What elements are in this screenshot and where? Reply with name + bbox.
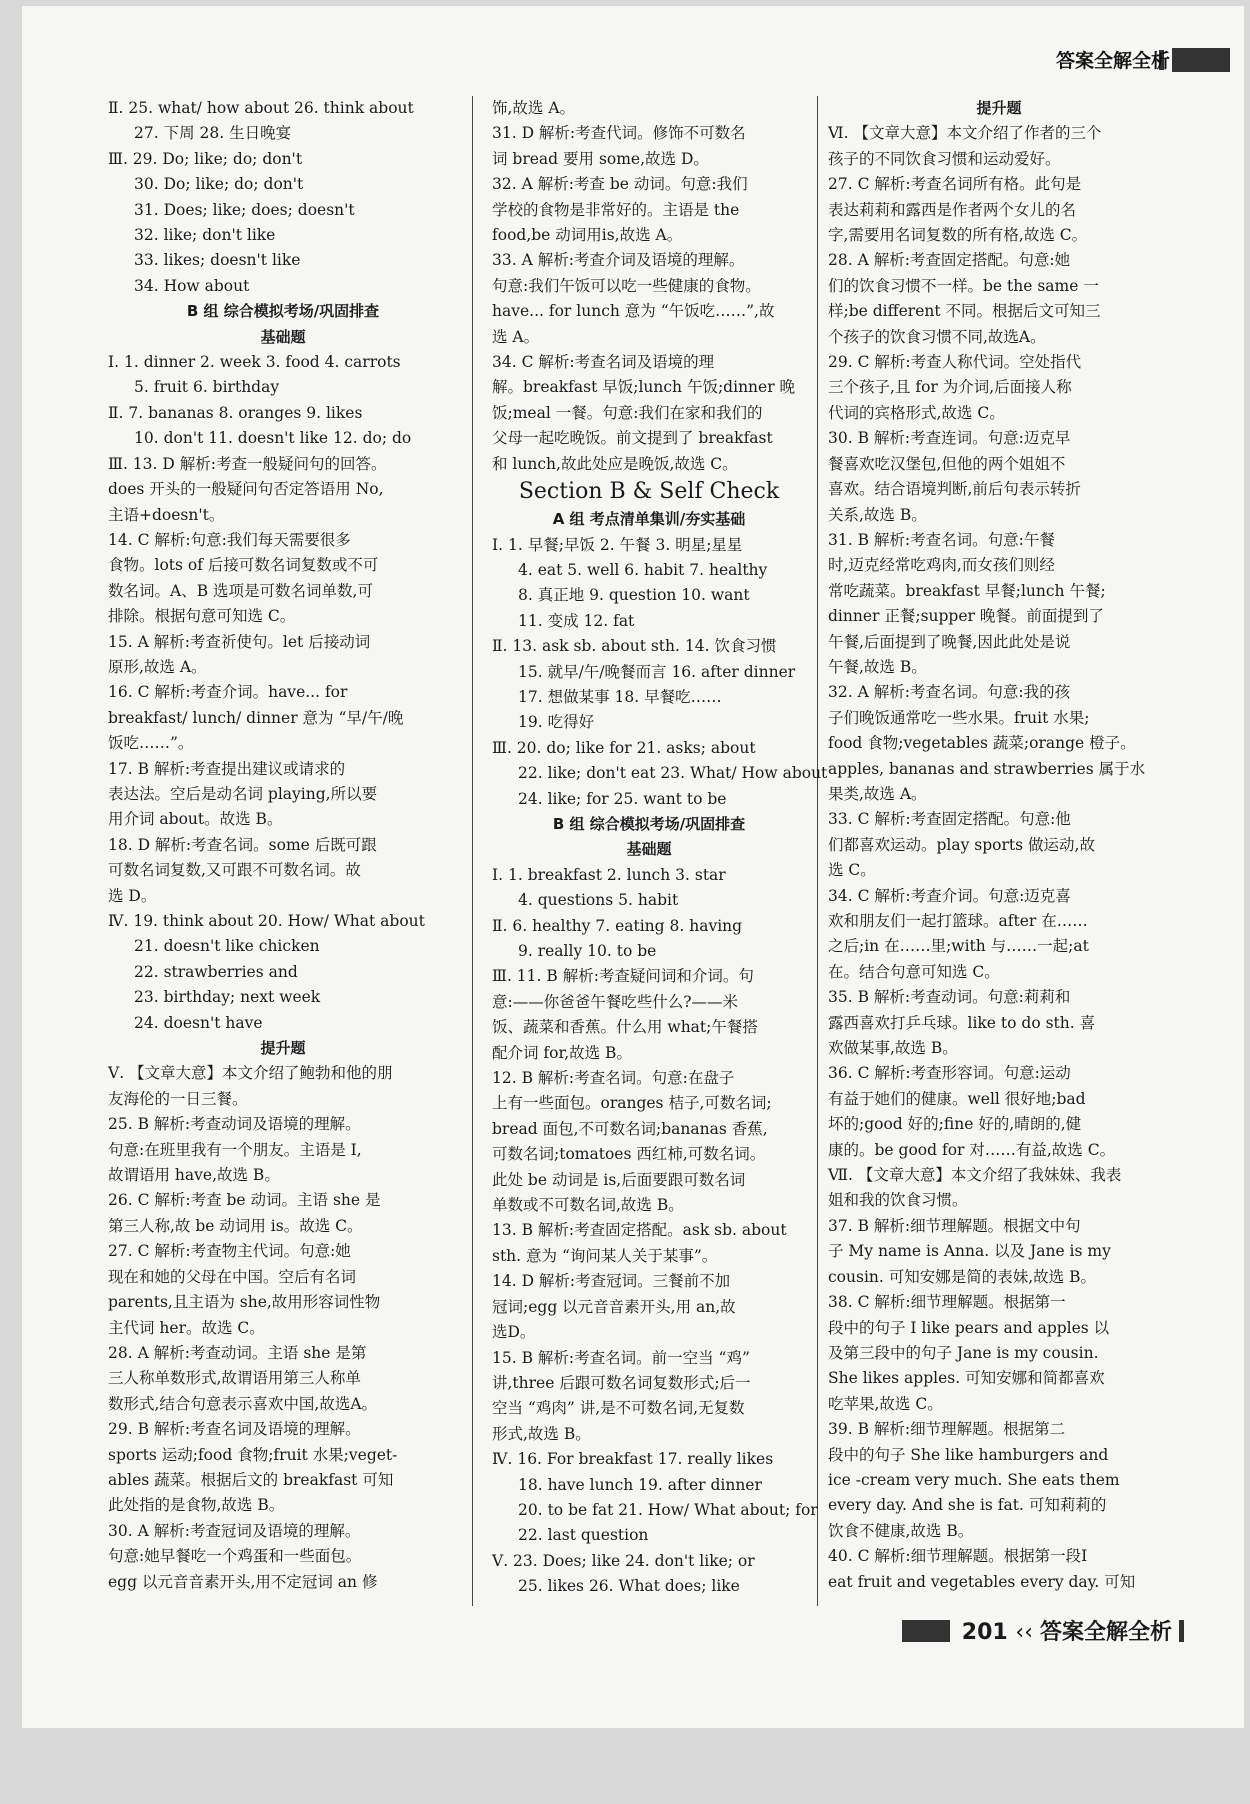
answer-line: 39. B 解析:细节理解题。根据第二 [828, 1420, 1066, 1439]
answer-line: 子 My name is Anna. 以及 Jane is my [828, 1242, 1111, 1261]
answer-line: Ⅴ. 【文章大意】本文介绍了鲍勃和他的朋 [108, 1064, 393, 1083]
answer-line: 故谓语用 have,故选 B。 [108, 1166, 280, 1185]
answer-line: Ⅲ. 13. D 解析:考查一般疑问句的回答。 [108, 454, 387, 473]
column-divider [817, 96, 818, 1606]
answer-line: 15. A 解析:考查祈使句。let 后接动词 [108, 632, 371, 651]
answer-line: 32. A 解析:考查名词。句意:我的孩 [828, 683, 1071, 702]
answer-line: 代词的宾格形式,故选 C。 [828, 403, 1005, 422]
answer-line: Ⅴ. 23. Does; like 24. don't like; or [492, 1551, 755, 1570]
answer-line: 句意:她早餐吃一个鸡蛋和一些面包。 [108, 1547, 362, 1566]
answer-line: food 食物;vegetables 蔬菜;orange 橙子。 [828, 734, 1136, 753]
answer-line: 32. A 解析:考查 be 动词。句意:我们 [492, 175, 748, 194]
answer-line: 数形式,结合句意表示喜欢中国,故选A。 [108, 1394, 378, 1413]
answer-line: 空当 “鸡肉” 讲,是不可数名词,无复数 [492, 1399, 745, 1418]
answer-line: 34. How about [134, 276, 250, 295]
answer-line: dinner 正餐;supper 晚餐。前面提到了 [828, 607, 1104, 626]
answer-line: 排除。根据句意可知选 C。 [108, 607, 296, 626]
answer-line: Ⅰ. 1. breakfast 2. lunch 3. star [492, 865, 726, 884]
answer-line: 之后;in 在……里;with 与……一起;at [828, 937, 1089, 956]
answer-line: 坏的;good 好的;fine 好的,晴朗的,健 [828, 1115, 1082, 1134]
answer-line: 26. C 解析:考查 be 动词。主语 she 是 [108, 1191, 381, 1210]
answer-line: Ⅱ. 13. ask sb. about sth. 14. 饮食习惯 [492, 637, 777, 656]
answer-line: 38. C 解析:细节理解题。根据第一 [828, 1293, 1066, 1312]
answer-line: 表达莉莉和露西是作者两个女儿的名 [828, 200, 1077, 219]
answer-line: 36. C 解析:考查形容词。句意:运动 [828, 1064, 1071, 1083]
answer-line: ice -cream very much. She eats them [828, 1470, 1120, 1489]
answer-line: 关系,故选 B。 [828, 505, 927, 524]
answer-line: 父母一起吃晚饭。前文提到了 breakfast [492, 429, 773, 448]
section-title: Section B & Self Check [518, 479, 780, 505]
answer-line: does 开头的一般疑问句否定答语用 No, [108, 480, 384, 499]
answer-line: 冠词;egg 以元音音素开头,用 an,故 [492, 1297, 736, 1316]
answer-line: 33. A 解析:考查介词及语境的理解。 [492, 251, 745, 270]
answer-line: 34. C 解析:考查介词。句意:迈克喜 [828, 886, 1071, 905]
answer-line: Ⅲ. 29. Do; like; do; don't [108, 149, 303, 168]
answer-line: 25. likes 26. What does; like [518, 1577, 740, 1596]
answer-line: 可数名词复数,又可跟不可数名词。故 [108, 861, 361, 880]
answer-line: 28. A 解析:考查固定搭配。句意:她 [828, 251, 1071, 270]
answer-line: Ⅱ. 6. healthy 7. eating 8. having [492, 916, 743, 935]
answer-line: 单数或不可数名词,故选 B。 [492, 1196, 684, 1215]
answer-line: 意:——你爸爸午餐吃些什么?——米 [492, 992, 739, 1011]
answer-line: 学校的食物是非常好的。主语是 the [492, 200, 740, 219]
answer-line: Ⅱ. 7. bananas 8. oranges 9. likes [108, 403, 363, 422]
answer-line: 句意:在班里我有一个朋友。主语是 I, [108, 1140, 362, 1159]
answer-line: 饭、蔬菜和香蕉。什么用 what;午餐搭 [492, 1018, 758, 1037]
answer-line: 三人称单数形式,故谓语用第三人称单 [108, 1369, 361, 1388]
answer-line: 果类,故选 A。 [828, 784, 927, 803]
answer-line: Ⅱ. 25. what/ how about 26. think about [108, 99, 414, 117]
answer-line: 13. B 解析:考查固定搭配。ask sb. about [492, 1221, 787, 1240]
answer-line: ables 蔬菜。根据后文的 breakfast 可知 [108, 1470, 394, 1489]
answer-line: 主语+doesn't。 [108, 505, 225, 524]
answer-line: 孩子的不同饮食习惯和运动爱好。 [828, 149, 1061, 168]
answer-line: 选 C。 [828, 861, 876, 880]
answer-line: 30. Do; like; do; don't [134, 175, 304, 194]
answer-line: sth. 意为 “询问某人关于某事”。 [492, 1246, 718, 1265]
answer-line: 饮食不健康,故选 B。 [828, 1521, 974, 1540]
answer-line: 讲,three 后跟可数名词复数形式;后一 [492, 1373, 751, 1392]
section-heading: 提升题 [260, 1039, 306, 1058]
answer-line: apples, bananas and strawberries 属于水 [828, 759, 1146, 778]
answer-line: have... for lunch 意为 “午饭吃……”,故 [492, 302, 775, 321]
answer-line: 表达法。空后是动名词 playing,所以要 [108, 784, 378, 803]
answer-line: 10. don't 11. doesn't like 12. do; do [134, 429, 412, 448]
answer-line: 子们晚饭通常吃一些水果。fruit 水果; [828, 708, 1090, 727]
answer-line: 31. D 解析:考查代词。修饰不可数名 [492, 124, 746, 143]
section-heading: B 组 综合模拟考场/巩固排查 [186, 302, 380, 321]
answer-line: 17. B 解析:考查提出建议或请求的 [108, 759, 346, 778]
answer-line: 25. B 解析:考查动词及语境的理解。 [108, 1115, 361, 1134]
answer-line: parents,且主语为 she,故用形容词性物 [108, 1293, 381, 1312]
answer-line: 35. B 解析:考查动词。句意:莉莉和 [828, 988, 1071, 1007]
answer-line: 23. birthday; next week [134, 988, 321, 1007]
answer-column-middle [492, 96, 828, 1600]
answer-line: 主代词 her。故选 C。 [108, 1318, 265, 1337]
answer-line: 29. C 解析:考查人称代词。空处指代 [828, 353, 1082, 372]
answer-line: 欢和朋友们一起打篮球。after 在…… [828, 912, 1088, 930]
answer-line: 饰,故选 A。 [492, 99, 576, 117]
answer-line: 14. D 解析:考查冠词。三餐前不加 [492, 1272, 731, 1291]
answer-column-left [108, 96, 458, 1595]
answer-line: 餐喜欢吃汉堡包,但他的两个姐姐不 [828, 454, 1066, 473]
answer-line: 24. doesn't have [134, 1013, 263, 1032]
answer-line: 吃苹果,故选 C。 [828, 1394, 943, 1413]
answer-line: 友海伦的一日三餐。 [108, 1089, 248, 1108]
answer-line: 8. 真正地 9. question 10. want [518, 586, 750, 605]
answer-line: Ⅳ. 16. For breakfast 17. really likes [492, 1450, 774, 1469]
answer-line: 30. B 解析:考查连词。句意:迈克早 [828, 429, 1071, 448]
answer-line: Ⅰ. 1. 早餐;早饭 2. 午餐 3. 明星;星星 [492, 535, 743, 554]
answer-line: 有益于她们的健康。well 很好地;bad [828, 1089, 1086, 1108]
answer-line: 三个孩子,且 for 为介词,后面接人称 [828, 378, 1072, 397]
page-footer: 201 ‹‹ 答案全解全析 [961, 1620, 1172, 1645]
answer-line: 字,需要用名词复数的所有格,故选 C。 [828, 226, 1088, 245]
answer-line: 9. really 10. to be [518, 942, 657, 960]
footer-decoration [902, 1620, 950, 1642]
answer-line: 上有一些面包。oranges 桔子,可数名词; [492, 1094, 772, 1113]
answer-line: 食物。lots of 后接可数名词复数或不可 [108, 556, 379, 575]
answer-line: 午餐,后面提到了晚餐,因此此处是说 [828, 632, 1071, 651]
answer-line: 27. C 解析:考查名词所有格。此句是 [828, 175, 1082, 194]
answer-line: 27. C 解析:考查物主代词。句意:她 [108, 1242, 351, 1261]
answer-line: 第三人称,故 be 动词用 is。故选 C。 [108, 1216, 363, 1235]
answer-line: 样;be different 不同。根据后文可知三 [828, 302, 1101, 321]
answer-line: 词 bread 要用 some,故选 D。 [492, 149, 709, 168]
answer-line: 选 A。 [492, 327, 540, 346]
answer-line: 和 lunch,故此处应是晚饭,故选 C。 [492, 454, 738, 473]
answer-line: 30. A 解析:考查冠词及语境的理解。 [108, 1521, 361, 1540]
answer-line: 配介词 for,故选 B。 [492, 1043, 632, 1062]
answer-line: breakfast/ lunch/ dinner 意为 “早/午/晚 [108, 708, 404, 727]
answer-line: 在。结合句意可知选 C。 [828, 962, 1000, 981]
answer-line: 个孩子的饮食习惯不同,故选A。 [828, 327, 1046, 346]
answer-line: 句意:我们午饭可以吃一些健康的食物。 [492, 276, 761, 295]
page-number: 201 [961, 1620, 1008, 1645]
column-divider [472, 96, 473, 1606]
answer-line: 31. Does; like; does; doesn't [134, 200, 355, 219]
answer-line: 15. B 解析:考查名词。前一空当 “鸡” [492, 1348, 750, 1367]
header-decoration [1172, 48, 1230, 72]
answer-line: 们的饮食习惯不一样。be the same 一 [828, 276, 1099, 295]
answer-line: 选 D。 [108, 886, 157, 905]
answer-line: 15. 就早/午/晚餐而言 16. after dinner [518, 662, 796, 681]
answer-line: 现在和她的父母在中国。空后有名词 [108, 1267, 357, 1286]
answer-line: 16. C 解析:考查介词。have... for [108, 683, 348, 702]
answer-line: 22. last question [518, 1526, 649, 1545]
answer-line: 午餐,故选 B。 [828, 657, 927, 676]
answer-line: 欢做某事,故选 B。 [828, 1039, 958, 1058]
footer-decoration [1179, 1620, 1184, 1642]
answer-column-right [828, 96, 1170, 1595]
section-heading: B 组 综合模拟考场/巩固排查 [552, 814, 746, 833]
answer-line: 11. 变成 12. fat [518, 611, 635, 630]
answer-line: 29. B 解析:考查名词及语境的理解。 [108, 1420, 361, 1439]
answer-line: 解。breakfast 早饭;lunch 午饭;dinner 晚 [492, 378, 796, 397]
answer-line: 饭;meal 一餐。句意:我们在家和我们的 [492, 403, 763, 422]
answer-line: 32. like; don't like [134, 226, 276, 245]
answer-line: 17. 想做某事 18. 早餐吃…… [518, 687, 722, 706]
answer-line: 18. D 解析:考查名词。some 后既可跟 [108, 835, 377, 854]
answer-line: 37. B 解析:细节理解题。根据文中句 [828, 1216, 1081, 1235]
answer-line: 时,迈克经常吃鸡肉,而女孩们则经 [828, 556, 1055, 575]
section-heading: 基础题 [626, 840, 672, 859]
answer-line: 19. 吃得好 [518, 713, 595, 732]
answer-line: 姐和我的饮食习惯。 [828, 1191, 968, 1210]
answer-line: 33. C 解析:考查固定搭配。句意:他 [828, 810, 1071, 829]
answer-line: 12. B 解析:考查名词。句意:在盘子 [492, 1069, 735, 1088]
answer-line: 34. C 解析:考查名词及语境的理 [492, 353, 715, 372]
answer-line: 数名词。A、B 选项是可数名词单数,可 [108, 581, 373, 600]
answer-line: 20. to be fat 21. How/ What about; for [518, 1500, 818, 1519]
answer-line: Ⅲ. 20. do; like for 21. asks; about [492, 738, 756, 757]
answer-line: 18. have lunch 19. after dinner [518, 1475, 762, 1494]
answer-line: eat fruit and vegetables every day. 可知 [828, 1572, 1136, 1591]
answer-line: 此处 be 动词是 is,后面要跟可数名词 [492, 1170, 746, 1189]
section-heading: 基础题 [260, 327, 306, 346]
answer-line: cousin. 可知安娜是简的表妹,故选 B。 [828, 1267, 1096, 1286]
answer-line: 28. A 解析:考查动词。主语 she 是第 [108, 1343, 367, 1362]
answer-line: 常吃蔬菜。breakfast 早餐;lunch 午餐; [828, 581, 1106, 600]
answer-line: 4. eat 5. well 6. habit 7. healthy [518, 560, 768, 579]
answer-line: 4. questions 5. habit [518, 891, 679, 910]
answer-line: 40. C 解析:细节理解题。根据第一段I [828, 1547, 1088, 1566]
footer-title: 答案全解全析 [1039, 1620, 1172, 1645]
answer-line: 27. 下周 28. 生日晚宴 [134, 124, 292, 143]
answer-line: 露西喜欢打乒乓球。like to do sth. 喜 [828, 1013, 1096, 1032]
answer-line: 及第三段中的句子 Jane is my cousin. [828, 1343, 1099, 1362]
answer-line: Ⅲ. 11. B 解析:考查疑问词和介词。句 [492, 967, 754, 986]
answer-line: 段中的句子 I like pears and apples 以 [828, 1318, 1110, 1337]
answer-line: 喜欢。结合语境判断,前后句表示转折 [828, 480, 1081, 499]
answer-line: 选D。 [492, 1323, 536, 1342]
answer-line: Ⅳ. 19. think about 20. How/ What about [108, 912, 425, 930]
section-heading: A 组 考点清单集训/夯实基础 [552, 510, 746, 529]
answer-line: 用介词 about。故选 B。 [108, 810, 283, 829]
answer-line: Ⅵ. 【文章大意】本文介绍了作者的三个 [828, 124, 1102, 143]
answer-line: 22. like; don't eat 23. What/ How about [518, 764, 828, 783]
answer-line: 22. strawberries and [134, 962, 298, 981]
answer-line: 原形,故选 A。 [108, 657, 207, 676]
answer-line: food,be 动词用is,故选 A。 [492, 226, 683, 245]
page-header-title: 答案全解全析 [1055, 50, 1170, 72]
answer-line: 形式,故选 B。 [492, 1424, 591, 1443]
answer-line: 5. fruit 6. birthday [134, 378, 280, 397]
answer-line: 饭吃……”。 [108, 734, 194, 753]
answer-line: 康的。be good for 对……有益,故选 C。 [828, 1140, 1116, 1159]
answer-line: bread 面包,不可数名词;bananas 香蕉, [492, 1119, 768, 1138]
answer-line: Ⅰ. 1. dinner 2. week 3. food 4. carrots [108, 353, 401, 372]
answer-line: 21. doesn't like chicken [134, 937, 320, 956]
answer-line: egg 以元音音素开头,用不定冠词 an 修 [108, 1572, 378, 1591]
answer-line: sports 运动;food 食物;fruit 水果;veget- [108, 1445, 398, 1464]
section-heading: 提升题 [976, 99, 1022, 117]
answer-line: Ⅶ. 【文章大意】本文介绍了我妹妹、我表 [828, 1166, 1122, 1185]
answer-line: She likes apples. 可知安娜和简都喜欢 [828, 1369, 1105, 1388]
answer-line: 们都喜欢运动。play sports 做运动,故 [828, 835, 1095, 854]
answer-line: 33. likes; doesn't like [134, 251, 301, 270]
answer-line: 此处指的是食物,故选 B。 [108, 1496, 285, 1515]
answer-line: 可数名词;tomatoes 西红柿,可数名词。 [492, 1145, 766, 1164]
answer-line: 14. C 解析:句意:我们每天需要很多 [108, 530, 351, 549]
answer-line: every day. And she is fat. 可知莉莉的 [828, 1496, 1107, 1515]
answer-line: 段中的句子 She like hamburgers and [828, 1445, 1109, 1464]
answer-line: 24. like; for 25. want to be [518, 789, 727, 808]
answer-line: 31. B 解析:考查名词。句意:午餐 [828, 530, 1055, 549]
